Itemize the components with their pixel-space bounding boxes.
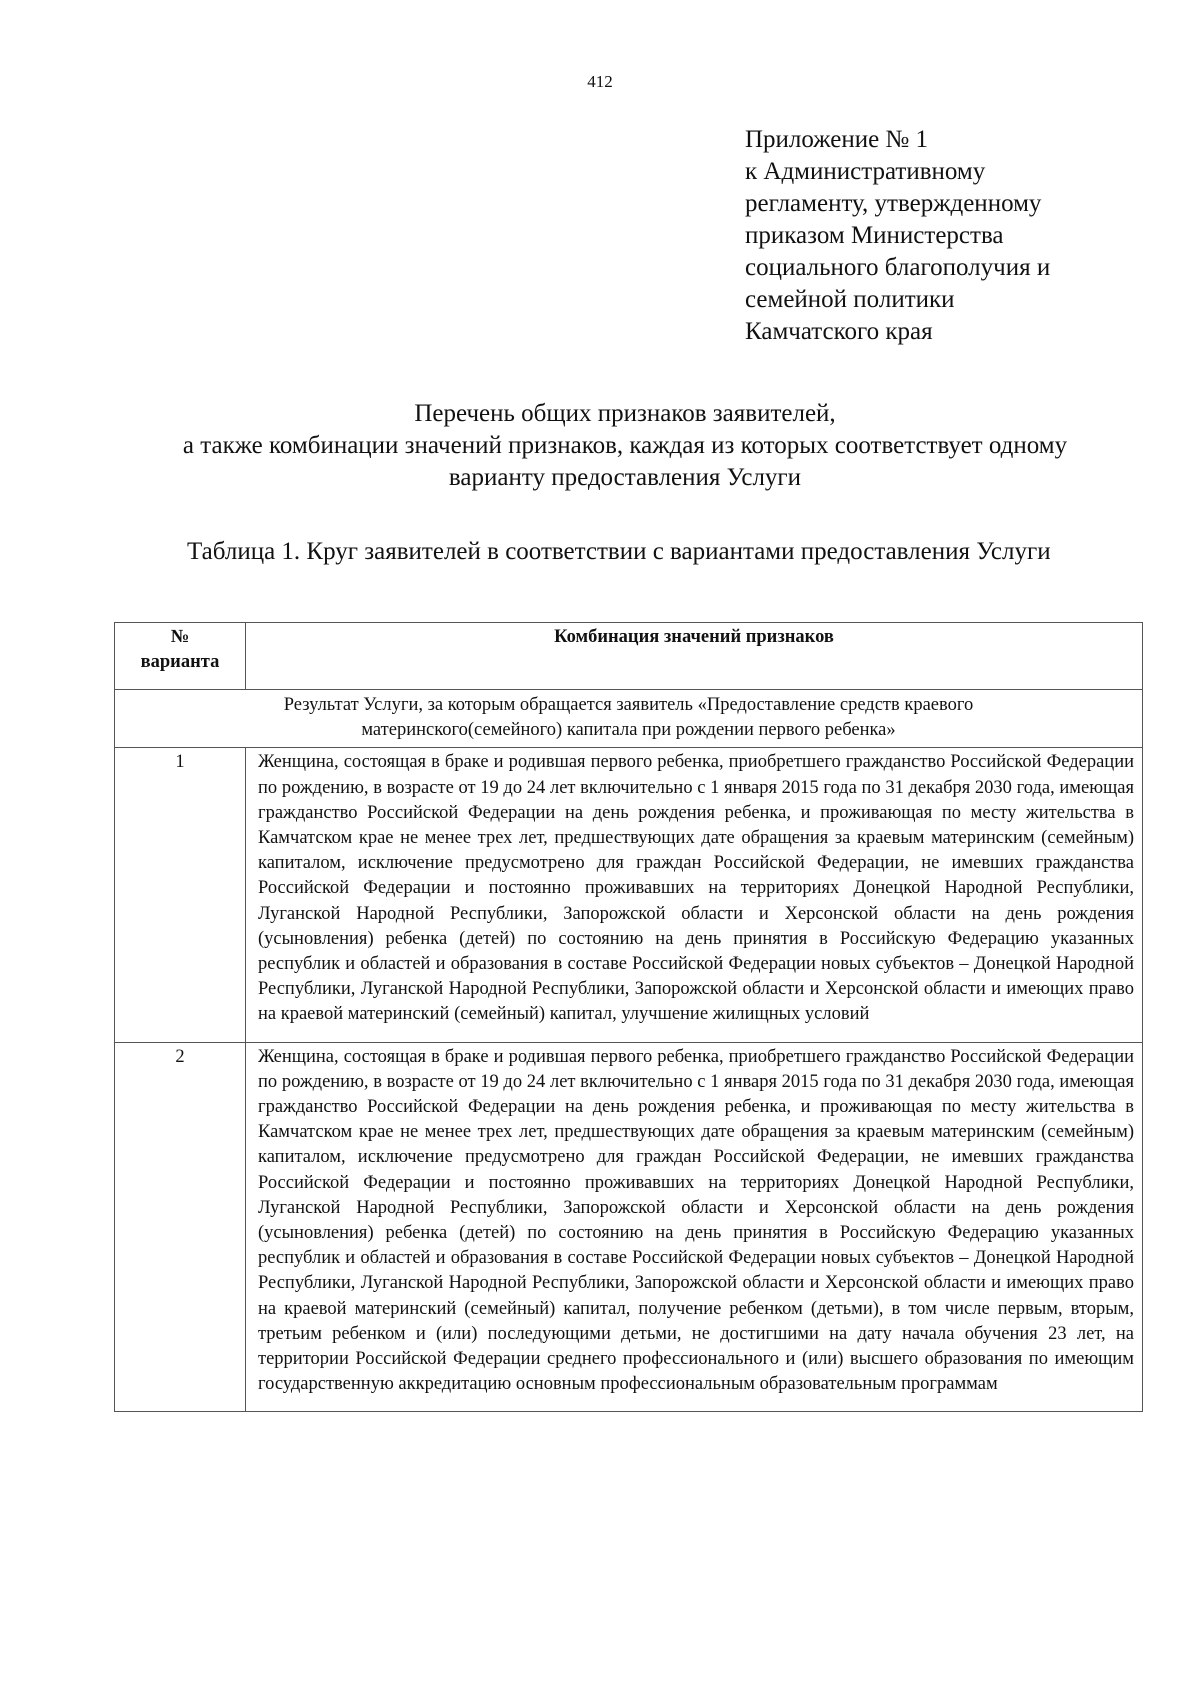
combination-cell: Женщина, состоящая в браке и родившая первого ребенка, приобретшего гражданство Российской Федерации по рождению, в возрасте от 19 до 24 лет включительно с 1 января 2015 года по 31 декабря 2030 года, имеющая гражданство Российской Федерации на день рождения ребенка, и проживающая по месту жительства в Камчатском крае не менее трех лет, предшествующих дате обращения за краевым материнским (семейным) капиталом, исключение предусмотрено для граждан Российской Федерации, не имевших гражданства Российской Федерации и постоянно проживавших на территориях Донецкой Народной Республики, Луганской Народной Республики, Запорожской области и Херсонской области на день рождения (усыновления) ребенка (детей) по состоянию на день принятия в Российскую Федерацию указанных республик и областей и образования в составе Российской Федерации новых субъектов – Донецкой Народной Республики, Луганской Народной Республики, Запорожской области и Херсонской области и имеющих право на краевой материнский (семейный) капитал, улучшение жилищных условий — [246, 748, 1143, 1042]
header-num-label: варианта — [140, 652, 220, 673]
result-line: материнского(семейного) капитала при рождении первого ребенка» — [361, 720, 896, 741]
appendix-line: к Административному — [745, 158, 986, 185]
appendix-line: приказом Министерства — [745, 222, 1004, 249]
result-line: Результат Услуги, за которым обращается заявитель «Предоставление средств краевого — [283, 695, 974, 715]
table-row — [115, 748, 1143, 1042]
appendix-header — [745, 124, 1050, 348]
title-line: варианту предоставления Услуги — [448, 464, 802, 491]
title-line: а также комбинации значений признаков, каждая из которых соответствует одному — [182, 432, 1068, 459]
page-number: 412 — [587, 72, 613, 91]
document-title — [100, 398, 1150, 494]
result-cell — [115, 690, 1143, 748]
appendix-line: регламенту, утвержденному — [745, 190, 1042, 217]
appendix-line: семейной политики — [745, 286, 955, 313]
variant-number-cell: 1 — [115, 748, 246, 1042]
table-row — [115, 1042, 1143, 1412]
appendix-line: социального благополучия и — [745, 254, 1051, 281]
appendix-line: Камчатского края — [745, 318, 933, 345]
variant-number-cell: 2 — [115, 1042, 246, 1412]
header-num-symbol: № — [170, 627, 190, 647]
header-variant-number — [115, 623, 246, 690]
combination-cell: Женщина, состоящая в браке и родившая первого ребенка, приобретшего гражданство Российской Федерации по рождению, в возрасте от 19 до 24 лет включительно с 1 января 2015 года по 31 декабря 2030 года, имеющая гражданство Российской Федерации на день рождения ребенка, и проживающая по месту жительства в Камчатском крае не менее трех лет, предшествующих дате обращения за краевым материнским (семейным) капиталом, исключение предусмотрено для граждан Российской Федерации, не имевших гражданства Российской Федерации и постоянно проживавших на территориях Донецкой Народной Республики, Луганской Народной Республики, Запорожской области и Херсонской области на день рождения (усыновления) ребенка (детей) по состоянию на день принятия в Российскую Федерацию указанных республик и областей и образования в составе Российской Федерации новых субъектов – Донецкой Народной Республики, Луганской Народной Республики, Запорожской области и Херсонской области и имеющих право на краевой материнский (семейный) капитал, получение ребенком (детьми), в том числе первым, вторым, третьим ребенком и (или) последующими детьми, не достигшими на дату начала обучения 23 лет, на территории Российской Федерации среднего профессионального и (или) высшего образования по имеющим государственную аккредитацию основным профессиональным образовательным программам — [246, 1042, 1143, 1412]
table-header-row — [115, 623, 1143, 690]
table-caption: Таблица 1. Круг заявителей в соответствии с вариантами предоставления Услуги — [187, 538, 1051, 565]
header-combination: Комбинация значений признаков — [246, 623, 1143, 690]
applicants-table — [114, 622, 1143, 1412]
appendix-line: Приложение № 1 — [745, 126, 929, 153]
result-row — [115, 690, 1143, 748]
title-line: Перечень общих признаков заявителей, — [414, 400, 836, 427]
